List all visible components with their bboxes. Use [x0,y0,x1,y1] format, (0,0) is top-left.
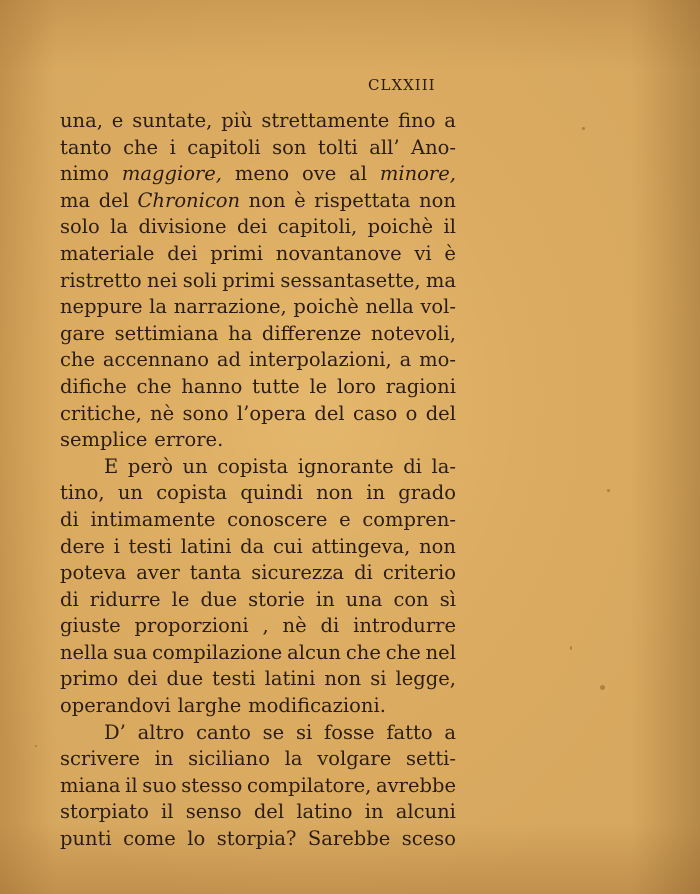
word: le [309,374,328,398]
word: la- [431,454,456,478]
word: ad [216,348,241,372]
word: due [200,587,238,611]
word: difiche [60,374,127,398]
word: criterio [382,561,456,585]
word: compilatore, [246,773,372,797]
text-line [60,214,456,241]
text-line [60,374,456,401]
word: una, [60,109,103,132]
text-line [60,507,456,534]
text-line [60,693,456,720]
word: son [272,135,307,159]
word: primo [60,667,119,691]
word: Sarebbe [307,827,391,851]
word: nel [425,640,456,664]
word: dere [60,534,105,558]
word: alcuni [395,800,456,824]
word: tino, [60,481,105,505]
text-line [60,560,456,587]
word: che [60,348,96,372]
word: o [405,401,418,425]
word: altro [137,720,185,744]
word: vi [414,241,432,265]
word: larghe [177,694,242,718]
word: è [444,241,456,265]
word: non [419,534,456,558]
word: ove [302,162,337,186]
word: notevoli, [370,321,456,345]
word: stesso [181,773,243,797]
word: vol- [420,295,456,319]
word: mo- [419,348,456,372]
text-line [60,427,456,454]
word: sceso [401,827,456,851]
word: accennano [102,348,209,372]
word: siciliano [188,747,270,771]
word: nè [282,614,307,638]
word: sì [439,587,456,611]
word: errore. [154,428,224,452]
word: ma [60,188,91,212]
word: D’ [104,720,126,744]
word: in [364,800,384,824]
word: testi [212,667,256,691]
word: primi [222,268,276,292]
text-line [60,480,456,507]
text-line [60,321,456,348]
word: le [171,587,190,611]
word: minore, [379,162,456,186]
word: ragioni [385,374,456,398]
word: di [60,507,79,531]
word: ha [228,321,253,345]
word: fosse [324,720,375,744]
word: l’opera [236,401,307,425]
text-line [60,161,456,188]
word: con [393,587,429,611]
word: storie [248,587,305,611]
word: ridurre [89,587,161,611]
word: come [123,827,176,851]
word: il [125,773,138,797]
text-line [60,587,456,614]
word: fatto [386,720,433,744]
word: il [161,800,174,824]
word: volgare [317,747,392,771]
word: latini [180,534,232,558]
word: non [324,667,362,691]
word: in [154,747,174,771]
word: capitoli, [277,215,358,239]
word: copista [156,481,228,505]
word: differenze [261,321,362,345]
word: sessantasette, [280,268,421,292]
word: a [399,348,412,372]
word: in [366,481,386,505]
word: la [284,747,303,771]
text-line [60,613,456,640]
word: fino [398,109,436,132]
word: compilazione [152,640,283,664]
word: introdurre [353,614,456,638]
word: tanta [189,561,242,585]
word: latini [264,667,316,691]
word: nella [60,640,109,664]
word: suo [142,773,177,797]
word: poichè [367,215,434,239]
text-line [60,720,456,747]
word: di [320,614,340,638]
word: avrebbe [375,773,456,797]
word: hanno [181,374,243,398]
word: del [314,401,345,425]
word: del [98,188,129,212]
text-line [60,401,456,428]
word: del [425,401,456,425]
word: un [117,481,143,505]
word: proporzioni [134,614,249,638]
word: primi [210,241,264,265]
text-line [60,534,456,561]
word: modificazioni. [248,694,386,718]
word: scrivere [60,747,140,771]
word: e [111,109,124,132]
word: maggiore, [121,162,222,186]
word: tutte [252,374,300,398]
text-line [60,268,456,295]
word: interpolazioni, [248,348,392,372]
word: che [345,640,381,664]
text-line [60,746,456,773]
word: canto [196,720,251,744]
word: del [253,800,285,824]
word: aver [136,561,180,585]
word: rispettata [314,188,411,212]
word: se [262,720,285,744]
word: semplice [60,428,148,452]
word: che [385,640,421,664]
word: intimamente [90,507,216,531]
text-line [60,347,456,374]
word: setti- [405,747,456,771]
word: al [349,162,368,186]
word: testi [128,534,173,558]
body-text [60,108,456,853]
word: i [169,135,176,159]
word: nella [365,295,414,319]
word: cui [272,534,303,558]
word: la [149,295,168,319]
word: di [60,587,79,611]
word: divisione [138,215,227,239]
paper-speck [570,646,572,650]
word: a [444,109,456,132]
word: di [354,561,373,585]
word: critiche, [60,401,142,425]
word: capitoli [187,135,261,159]
word: storpia? [216,827,297,851]
word: nei [147,268,178,292]
word: conoscere [227,507,328,531]
word: tanto [60,135,112,159]
word: i [113,534,120,558]
text-line [60,135,456,162]
text-line [60,666,456,693]
word: dei [167,241,198,265]
word: materiale [60,241,155,265]
word: sua [113,640,148,664]
word: legge, [395,667,456,691]
word: novantanove [275,241,402,265]
word: non [316,481,353,505]
word: soli [182,268,217,292]
word: , [262,614,269,638]
word: non [419,188,456,212]
word: miana [60,773,121,797]
word: giuste [60,614,121,638]
text-line [60,241,456,268]
word: ristretto [60,268,142,292]
paper-speck [582,127,585,130]
word: ma [425,268,456,292]
word: sono [182,401,229,425]
word: nè [150,401,175,425]
text-line [60,640,456,667]
word: un [182,454,208,478]
word: dei [127,667,158,691]
word: dei [236,215,268,239]
paper-speck [607,489,610,492]
word: e [339,507,351,531]
word: E [104,454,119,478]
word: caso [353,401,398,425]
word: storpiato [60,800,149,824]
word: tolti [317,135,358,159]
word: non [248,188,286,212]
word: meno [234,162,290,186]
word: compren- [362,507,456,531]
word: loro [336,374,377,398]
word: che [136,374,172,398]
text-line [60,826,456,853]
word: di [403,454,422,478]
word: più [221,109,253,132]
word: ignorante [297,454,394,478]
word: la [110,215,129,239]
word: alcun [287,640,341,664]
word: quindi [240,481,303,505]
word: suntate, [132,109,213,132]
word: solo [60,215,100,239]
word: lo [187,827,206,851]
text-line [60,773,456,800]
page-number: CLXXIII [368,76,436,94]
text-line [60,188,456,215]
paper-speck [35,745,37,747]
word: attingeva, [311,534,411,558]
word: si [295,720,313,744]
word: Ano- [411,135,456,159]
word: una [345,587,383,611]
word: settimiana [114,321,219,345]
word: nimo [60,162,110,186]
paper-speck [600,685,605,690]
word: operandovi [60,694,171,718]
text-line [60,454,456,481]
word: che [123,135,159,159]
word: copista [217,454,289,478]
word: latino [296,800,353,824]
word: narrazione, [173,295,287,319]
word: strettamente [261,109,390,132]
word: sicurezza [251,561,345,585]
word: poteva [60,561,127,585]
word: da [240,534,265,558]
word: è [294,188,306,212]
word: all’ [369,135,400,159]
text-line [60,799,456,826]
word: senso [185,800,242,824]
word: punti [60,827,112,851]
word: grado [398,481,456,505]
word: poichè [293,295,359,319]
text-line [60,294,456,321]
word: il [443,215,456,239]
word: due [166,667,204,691]
word: Chronicon [137,188,241,212]
word: però [127,454,173,478]
word: a [444,720,456,744]
word: si [370,667,387,691]
text-line [60,108,456,135]
word: gare [60,321,105,345]
word: neppure [60,295,143,319]
word: in [315,587,335,611]
